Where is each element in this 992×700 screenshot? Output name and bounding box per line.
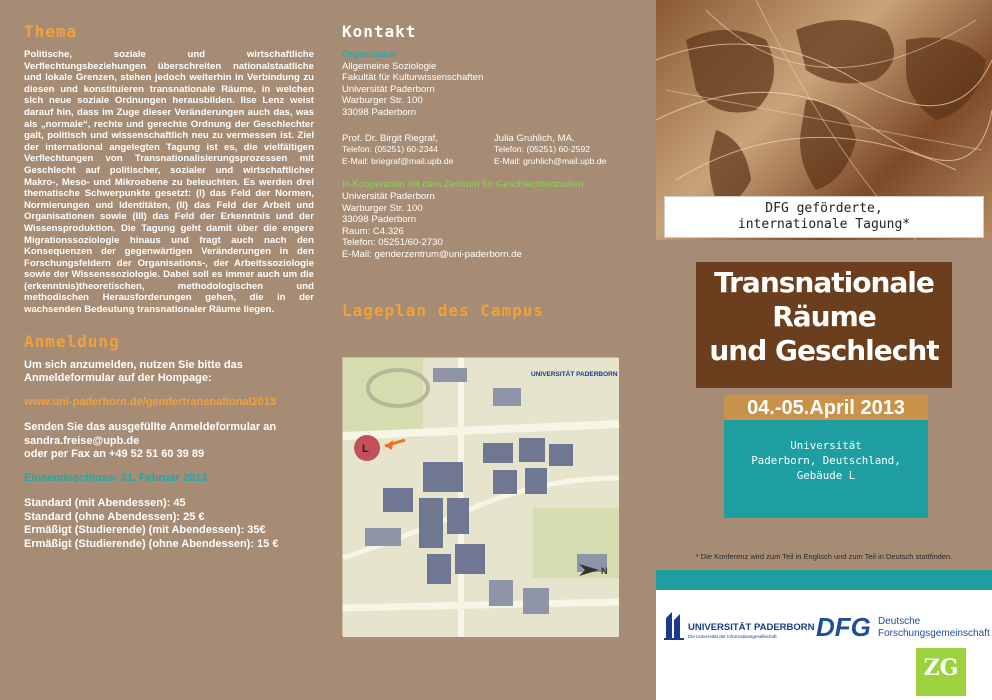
dfg-logo [816,612,990,642]
org-line: Allgemeine Soziologie [342,60,437,72]
thema-heading: Thema [24,22,78,41]
person-email[interactable]: E-Mail: briegraf@mail.upb.de [342,155,454,166]
venue-line: Paderborn, Deutschland, [751,454,901,467]
person-name: Julia Gruhlich, MA. [494,132,575,144]
column-kontakt [330,0,656,700]
language-note: * Die Konferenz wird zum Teil in Englisch und zum Teil in Deutsch stattfinden. [695,552,953,561]
teal-divider [656,570,992,590]
title-line: Transnationale [714,266,934,299]
kontakt-coop [342,179,646,260]
upb-logo-icon [662,608,815,644]
coop-line: Warburger Str. 100 [342,202,423,214]
thema-text: Politische, soziale und wirtschaftliche Verflechtungsbeziehungen überschreiten nationalstaatliche und lokale Grenzen, stehen jedoch weiterhin in Verbindung zu diesen und konstituieren transnationale Räume, in welchen sich neue soziale Ordnungen herausbilden. Ilse Lenz weist darauf hin, dass im Zuge dieser Veränderungen auch das, was als „normale“, rechte und gerechte Ordnung der Geschlechter galt, politisch und wissenschaftlich neu zu vermessen ist. Ziel der international angelegten Tagung ist es, die vielfältigen Verflechtungen von Transnationalisierungsprozessen mit Geschlecht auf politischer, sozialer und wirtschaftlicher Makro-, Meso- und Mikroebene zu beleuchten. Es werden drei thematische Schwerpunkte gesetzt: (I) das Feld der Normen, Normierungen und Identitäten, (II) das Feld der Arbeit und Organisationen sowie (III) das Feld der Erkenntnis und der Wissensproduktion. Die Tagung geht damit über die engere Migrationssoziologie hinaus und fragt auch nach den Konsequenzen der gegenwärtigen Veränderungen in den Forschungsfeldern der Organisations-, der Arbeitssoziologie sowie der Wissenssoziologie. Dabei soll es immer auch um die (erkenntnis)theoretischen, methodologischen und methodischen Herausforderungen gehen, die in der wachsenden Bedeutung transnationaler Räume liegen. [24,49,314,316]
org-line: Warburger Str. 100 [342,95,423,107]
coop-line: Raum: C4.326 [342,225,404,237]
column-thema [0,0,330,700]
kontakt-org [342,49,646,119]
dfg-logo-icon [816,612,990,642]
dfg-logo-text1: Deutsche [878,616,921,627]
coop-line: 33098 Paderborn [342,214,417,226]
conference-date: 04.-05.April 2013 [724,395,928,421]
org-line: 33098 Paderborn [342,106,417,118]
dfg-box [664,196,984,238]
campus-map-drawing [343,358,619,637]
person-phone: Telefon: (05251) 60-2344 [342,144,439,155]
person-gruhlich [494,133,646,168]
dfg-line: internationale Tagung* [737,217,911,232]
anmeldung-intro: Um sich anzumelden, nutzen Sie bitte das Anmeldeformular auf der Hompage: [24,358,243,385]
map-logo-text: UNIVERSITÄT PADERBORN [531,371,618,378]
org-line: Fakultät für Kulturwissenschaften [342,72,484,84]
coop-line[interactable]: E-Mail: genderzentrum@uni-paderborn.de [342,248,522,260]
price-item: Standard (mit Abendessen): 45 [24,497,186,510]
kontakt-persons [342,133,646,168]
price-list [24,497,314,551]
title-line: Räume [772,300,876,333]
dfg-logo-text2: Forschungsgemeinschaft [878,628,990,639]
kontakt-heading: Kontakt [342,22,417,41]
anmeldung-send: Senden Sie das ausgefüllte Anmeldeformular an [24,421,277,434]
marker-label: L [362,443,369,455]
conference-title [696,262,952,388]
anmeldung-url[interactable]: www.uni-paderborn.de/gendertransnational2013 [24,395,277,408]
upb-logo [662,608,815,644]
venue-line: Universität [790,439,862,452]
anmeldung-email[interactable]: sandra.freise@upb.de [24,434,140,447]
dfg-line: DFG geförderte, [765,201,883,216]
price-item: Ermäßigt (Studierende) (mit Abendessen): 35€ [24,524,266,537]
anmeldung-heading: Anmeldung [24,331,120,351]
org-line: Universität Paderborn [342,83,435,95]
coop-label: In Kooperation mit dem Zentrum für Geschlechterstudien [342,179,584,191]
upb-logo-text: UNIVERSITÄT PADERBORN [688,622,815,633]
dfg-logo-letters: DFG [816,612,871,642]
title-line: und Geschlecht [709,334,939,367]
person-phone: Telefon: (05251) 60-2592 [494,144,591,155]
coop-line: Universität Paderborn [342,190,435,202]
svg-text:N: N [601,566,608,576]
anmeldung-deadline: Einsendeschluss: 31. Februar 2013 [24,471,208,484]
person-riegraf [342,133,494,168]
price-item: Ermäßigt (Studierende) (ohne Abendessen): 15 € [24,537,279,550]
person-name: Prof. Dr. Birgit Riegraf, [342,132,438,144]
anmeldung-fax: oder per Fax an +49 52 51 60 39 89 [24,448,205,461]
person-email[interactable]: E-Mail: gruhlich@mail.upb.de [494,155,607,166]
column-cover [656,0,992,700]
venue-line: Gebäude L [796,469,856,482]
coop-line: Telefon: 05251/60-2730 [342,237,443,249]
venue-box [724,420,928,518]
org-label: Organisation [342,49,397,60]
lageplan-heading: Lageplan des Campus [342,300,545,320]
campus-map [342,357,618,636]
zg-logo: ZG [916,648,966,696]
price-item: Standard (ohne Abendessen): 25 € [24,510,205,523]
logo-strip [656,590,992,700]
upb-logo-subtext: Die Universität der Informationsgesellschaft [688,634,777,639]
